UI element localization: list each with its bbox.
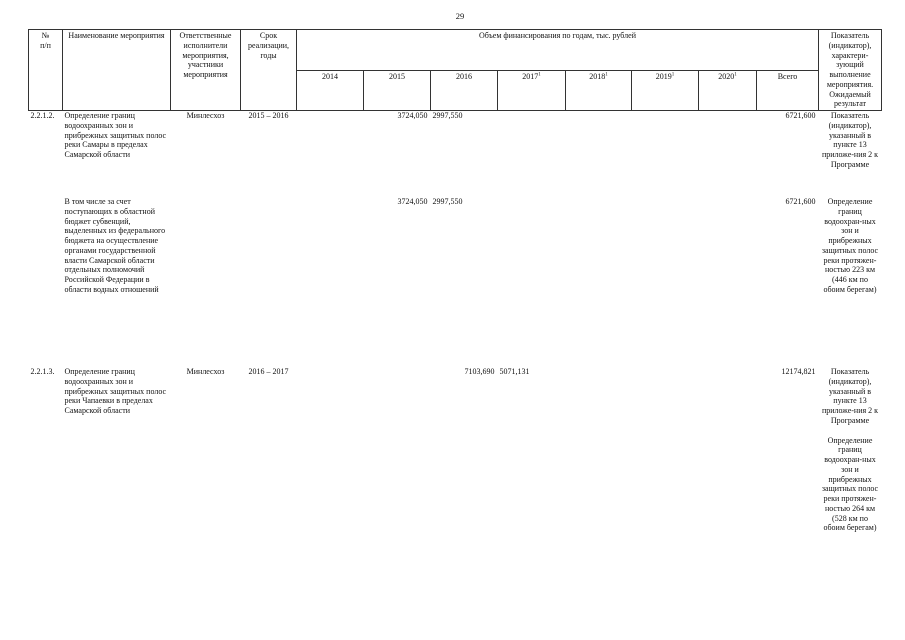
header-indicator: Показатель (индикатор), характери-зующий выполнение мероприятия. Ожидаемый результат <box>819 30 882 111</box>
row-y2019 <box>632 197 699 367</box>
row-y2014 <box>297 367 364 617</box>
row-y2018 <box>566 367 632 617</box>
header-executors: Ответственные исполнители мероприятия, участники мероприятия <box>171 30 241 111</box>
row-y2019 <box>632 111 699 198</box>
row-y2020 <box>699 111 757 198</box>
row-y2014 <box>297 197 364 367</box>
page-number: 29 <box>455 11 465 21</box>
row-name: Определение границ водоохранных зон и прибрежных защитных полос реки Самары в пределах Самарской области <box>64 111 167 159</box>
table-row <box>29 367 882 617</box>
header-year: 2019$^1$ <box>632 70 699 111</box>
row-y2016: 7103,690 <box>464 367 495 376</box>
row-y2016: 2997,550 <box>432 111 463 120</box>
row-y2015: 3724,050 <box>397 197 428 206</box>
row-y2018 <box>566 111 632 198</box>
row-y2017 <box>498 197 566 367</box>
row-y2020 <box>699 367 757 617</box>
row-indicator-text: Показатель (индикатор), указанный в пункте 13 приложе-ния 2 к Программе <box>821 367 879 425</box>
row-num: 2.2.1.3. <box>30 367 55 376</box>
row-name: Определение границ водоохранных зон и прибрежных защитных полос реки Чапаевки в пределах Самарской области <box>64 367 167 415</box>
row-y2017 <box>498 111 566 198</box>
row-total: 6721,600 <box>785 197 816 206</box>
header-num: № п/п <box>29 30 63 111</box>
row-executor <box>171 197 241 367</box>
header-year: 2014 <box>297 70 364 111</box>
row-total: 6721,600 <box>785 111 816 120</box>
header-funding-group: Объем финансирования по годам, тыс. рублей <box>297 30 819 71</box>
table-row <box>29 197 882 367</box>
row-y2020 <box>699 197 757 367</box>
row-y2016: 2997,550 <box>432 197 463 206</box>
row-num: 2.2.1.2. <box>30 111 55 120</box>
row-term: 2015 – 2016 <box>248 111 289 120</box>
row-total: 12174,821 <box>781 367 816 376</box>
row-y2014 <box>297 111 364 198</box>
row-name: В том числе за счет поступающих в областной бюджет субвенций, выделенных из федерального бюджета на осуществление органами государственной власти Самарской области отдельных полномочий Российской Федерации в области водных отношений <box>64 197 166 294</box>
header-year: 2017$^1$ <box>498 70 566 111</box>
header-year: 2020$^1$ <box>699 70 757 111</box>
header-name: Наименование мероприятия <box>63 30 171 111</box>
table-header <box>29 30 882 111</box>
header-year: 2015 <box>364 70 431 111</box>
row-num <box>29 197 63 367</box>
header-year: 2016 <box>431 70 498 111</box>
header-term: Срок реализации, годы <box>241 30 297 111</box>
row-y2018 <box>566 197 632 367</box>
row-executor: Минлесхоз <box>186 111 225 120</box>
header-year: 2018$^1$ <box>566 70 632 111</box>
row-indicator: Определение границ водоохран-ных зон и прибрежных защитных полос реки протяжен-ностью 223 км (446 км по обоим берегам) <box>821 197 879 294</box>
row-y2019 <box>632 367 699 617</box>
funding-table <box>28 29 882 617</box>
row-executor: Минлесхоз <box>186 367 225 376</box>
header-total: Всего <box>757 70 819 111</box>
row-term <box>241 197 297 367</box>
row-indicator-result: Определение границ водоохран-ных зон и прибрежных защитных полос реки протяжен-ностью 264 км (528 км по обоим берегам) <box>821 435 879 533</box>
row-y2015: 3724,050 <box>397 111 428 120</box>
row-indicator: Показатель (индикатор), указанный в пункте 13 приложе-ния 2 к Программе <box>821 111 879 169</box>
row-term: 2016 – 2017 <box>248 367 289 376</box>
row-y2015 <box>364 367 431 617</box>
row-indicator <box>819 367 882 617</box>
row-y2017: 5071,131 <box>499 367 530 376</box>
table-row <box>29 111 882 198</box>
